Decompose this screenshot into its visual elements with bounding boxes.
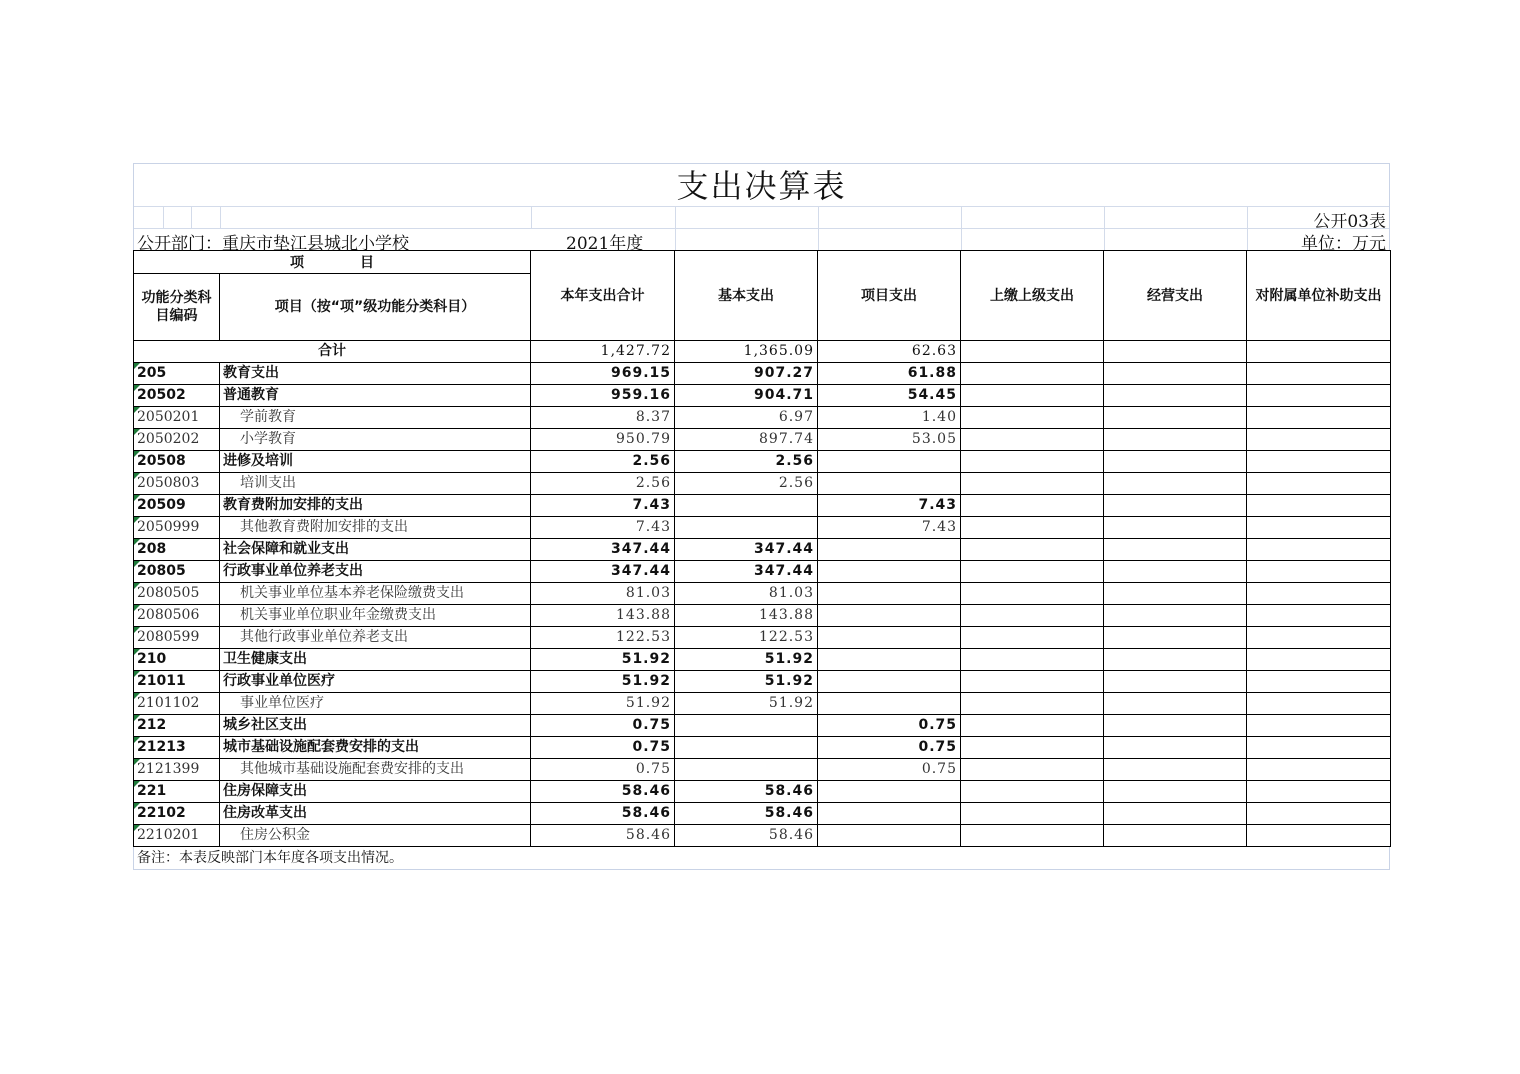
header-subsidy: 对附属单位补助支出 bbox=[1247, 251, 1391, 341]
row-basic: 58.46 bbox=[675, 803, 818, 825]
row-project bbox=[818, 561, 961, 583]
row-basic: 6.97 bbox=[675, 407, 818, 429]
row-total: 122.53 bbox=[531, 627, 675, 649]
header-project: 项目支出 bbox=[818, 251, 961, 341]
table-row bbox=[134, 825, 1391, 847]
total-label: 合计 bbox=[134, 341, 531, 363]
row-code: 2050803 bbox=[134, 473, 220, 495]
row-code: 20509 bbox=[134, 495, 220, 517]
total-row bbox=[134, 341, 1391, 363]
row-name: 事业单位医疗 bbox=[220, 693, 531, 715]
row-superior bbox=[961, 759, 1104, 781]
row-superior bbox=[961, 671, 1104, 693]
table-row bbox=[134, 671, 1391, 693]
header-total: 本年支出合计 bbox=[531, 251, 675, 341]
row-project: 7.43 bbox=[818, 517, 961, 539]
row-project: 53.05 bbox=[818, 429, 961, 451]
row-subsidy bbox=[1247, 429, 1391, 451]
row-basic: 51.92 bbox=[675, 649, 818, 671]
row-superior bbox=[961, 407, 1104, 429]
row-operation bbox=[1104, 715, 1247, 737]
table-row bbox=[134, 759, 1391, 781]
row-operation bbox=[1104, 671, 1247, 693]
table-row bbox=[134, 407, 1391, 429]
row-name: 城市基础设施配套费安排的支出 bbox=[220, 737, 531, 759]
row-operation bbox=[1104, 473, 1247, 495]
table-row bbox=[134, 803, 1391, 825]
row-name: 机关事业单位职业年金缴费支出 bbox=[220, 605, 531, 627]
row-project bbox=[818, 627, 961, 649]
row-total: 143.88 bbox=[531, 605, 675, 627]
row-subsidy bbox=[1247, 473, 1391, 495]
table-note: 备注：本表反映部门本年度各项支出情况。 bbox=[133, 847, 1390, 870]
row-code: 212 bbox=[134, 715, 220, 737]
table-row bbox=[134, 517, 1391, 539]
row-total: 347.44 bbox=[531, 561, 675, 583]
row-total: 58.46 bbox=[531, 781, 675, 803]
row-subsidy bbox=[1247, 561, 1391, 583]
table-number: 公开03表 bbox=[1313, 212, 1386, 232]
row-total: 2.56 bbox=[531, 473, 675, 495]
row-code: 221 bbox=[134, 781, 220, 803]
row-operation bbox=[1104, 583, 1247, 605]
row-superior bbox=[961, 649, 1104, 671]
row-code: 2050999 bbox=[134, 517, 220, 539]
row-total: 0.75 bbox=[531, 759, 675, 781]
department-label: 公开部门：重庆市垫江县城北小学校 bbox=[137, 234, 409, 254]
row-operation bbox=[1104, 517, 1247, 539]
row-code: 20502 bbox=[134, 385, 220, 407]
row-subsidy bbox=[1247, 671, 1391, 693]
row-superior bbox=[961, 825, 1104, 847]
department-row bbox=[133, 228, 1390, 254]
row-subsidy bbox=[1247, 495, 1391, 517]
row-project: 0.75 bbox=[818, 715, 961, 737]
row-total: 51.92 bbox=[531, 649, 675, 671]
row-basic: 347.44 bbox=[675, 561, 818, 583]
row-code: 2121399 bbox=[134, 759, 220, 781]
row-total: 0.75 bbox=[531, 715, 675, 737]
row-superior bbox=[961, 693, 1104, 715]
row-name: 住房保障支出 bbox=[220, 781, 531, 803]
table-row bbox=[134, 473, 1391, 495]
row-operation bbox=[1104, 649, 1247, 671]
row-subsidy bbox=[1247, 781, 1391, 803]
row-project bbox=[818, 803, 961, 825]
row-superior bbox=[961, 517, 1104, 539]
row-project bbox=[818, 693, 961, 715]
row-code: 20508 bbox=[134, 451, 220, 473]
expenditure-sheet bbox=[133, 163, 1390, 870]
row-total: 58.46 bbox=[531, 803, 675, 825]
row-total: 51.92 bbox=[531, 671, 675, 693]
table-row bbox=[134, 781, 1391, 803]
row-operation bbox=[1104, 825, 1247, 847]
row-operation bbox=[1104, 605, 1247, 627]
header-operation: 经营支出 bbox=[1104, 251, 1247, 341]
header-superior: 上缴上级支出 bbox=[961, 251, 1104, 341]
unit-label: 单位：万元 bbox=[1301, 234, 1386, 254]
row-operation bbox=[1104, 495, 1247, 517]
row-superior bbox=[961, 363, 1104, 385]
row-operation bbox=[1104, 429, 1247, 451]
row-subsidy bbox=[1247, 627, 1391, 649]
row-project: 0.75 bbox=[818, 759, 961, 781]
page-title: 支出决算表 bbox=[133, 163, 1390, 206]
row-subsidy bbox=[1247, 803, 1391, 825]
table-row bbox=[134, 429, 1391, 451]
row-subsidy bbox=[1247, 715, 1391, 737]
row-name: 小学教育 bbox=[220, 429, 531, 451]
row-subsidy bbox=[1247, 737, 1391, 759]
row-operation bbox=[1104, 781, 1247, 803]
row-operation bbox=[1104, 693, 1247, 715]
row-subsidy bbox=[1247, 583, 1391, 605]
row-project bbox=[818, 781, 961, 803]
row-total: 7.43 bbox=[531, 517, 675, 539]
table-row bbox=[134, 627, 1391, 649]
row-code: 2050202 bbox=[134, 429, 220, 451]
header-basic: 基本支出 bbox=[675, 251, 818, 341]
row-superior bbox=[961, 473, 1104, 495]
row-subsidy bbox=[1247, 517, 1391, 539]
row-code: 2080505 bbox=[134, 583, 220, 605]
row-operation bbox=[1104, 539, 1247, 561]
row-code: 21011 bbox=[134, 671, 220, 693]
row-basic bbox=[675, 517, 818, 539]
row-superior bbox=[961, 737, 1104, 759]
table-number-row bbox=[133, 206, 1390, 232]
row-name: 教育支出 bbox=[220, 363, 531, 385]
row-superior bbox=[961, 605, 1104, 627]
row-basic bbox=[675, 737, 818, 759]
table-row bbox=[134, 693, 1391, 715]
row-project bbox=[818, 605, 961, 627]
fiscal-year: 2021年度 bbox=[566, 234, 644, 254]
table-row bbox=[134, 737, 1391, 759]
row-project bbox=[818, 671, 961, 693]
row-superior bbox=[961, 781, 1104, 803]
row-name: 其他教育费附加安排的支出 bbox=[220, 517, 531, 539]
row-name: 进修及培训 bbox=[220, 451, 531, 473]
row-superior bbox=[961, 429, 1104, 451]
row-superior bbox=[961, 561, 1104, 583]
row-name: 学前教育 bbox=[220, 407, 531, 429]
header-name: 项目（按“项”级功能分类科目） bbox=[220, 274, 531, 341]
row-total: 0.75 bbox=[531, 737, 675, 759]
table-row bbox=[134, 451, 1391, 473]
row-project bbox=[818, 649, 961, 671]
row-basic: 122.53 bbox=[675, 627, 818, 649]
row-basic: 2.56 bbox=[675, 451, 818, 473]
table-row bbox=[134, 715, 1391, 737]
row-code: 20805 bbox=[134, 561, 220, 583]
row-operation bbox=[1104, 627, 1247, 649]
table-row bbox=[134, 363, 1391, 385]
total-basic: 1,365.09 bbox=[675, 341, 818, 363]
row-operation bbox=[1104, 451, 1247, 473]
row-code: 21213 bbox=[134, 737, 220, 759]
row-operation bbox=[1104, 561, 1247, 583]
row-basic: 907.27 bbox=[675, 363, 818, 385]
row-total: 959.16 bbox=[531, 385, 675, 407]
row-subsidy bbox=[1247, 451, 1391, 473]
row-operation bbox=[1104, 737, 1247, 759]
row-name: 其他行政事业单位养老支出 bbox=[220, 627, 531, 649]
row-basic: 81.03 bbox=[675, 583, 818, 605]
total-sum: 1,427.72 bbox=[531, 341, 675, 363]
row-basic: 2.56 bbox=[675, 473, 818, 495]
row-project bbox=[818, 583, 961, 605]
row-operation bbox=[1104, 803, 1247, 825]
row-total: 950.79 bbox=[531, 429, 675, 451]
row-basic bbox=[675, 715, 818, 737]
row-basic: 51.92 bbox=[675, 671, 818, 693]
row-project bbox=[818, 825, 961, 847]
row-superior bbox=[961, 385, 1104, 407]
total-superior bbox=[961, 341, 1104, 363]
row-code: 2080599 bbox=[134, 627, 220, 649]
row-subsidy bbox=[1247, 649, 1391, 671]
table-row bbox=[134, 539, 1391, 561]
header-code: 功能分类科目编码 bbox=[134, 274, 220, 341]
row-total: 81.03 bbox=[531, 583, 675, 605]
row-operation bbox=[1104, 385, 1247, 407]
row-code: 2210201 bbox=[134, 825, 220, 847]
table-row bbox=[134, 583, 1391, 605]
row-superior bbox=[961, 539, 1104, 561]
row-project bbox=[818, 473, 961, 495]
row-subsidy bbox=[1247, 825, 1391, 847]
row-superior bbox=[961, 627, 1104, 649]
row-subsidy bbox=[1247, 605, 1391, 627]
row-name: 卫生健康支出 bbox=[220, 649, 531, 671]
row-total: 347.44 bbox=[531, 539, 675, 561]
row-basic: 58.46 bbox=[675, 825, 818, 847]
row-basic: 347.44 bbox=[675, 539, 818, 561]
row-total: 969.15 bbox=[531, 363, 675, 385]
row-name: 社会保障和就业支出 bbox=[220, 539, 531, 561]
row-project: 61.88 bbox=[818, 363, 961, 385]
total-subsidy bbox=[1247, 341, 1391, 363]
row-subsidy bbox=[1247, 759, 1391, 781]
row-operation bbox=[1104, 407, 1247, 429]
row-project bbox=[818, 539, 961, 561]
header-project-group: 项 目 bbox=[134, 251, 531, 274]
row-total: 8.37 bbox=[531, 407, 675, 429]
row-superior bbox=[961, 451, 1104, 473]
row-code: 205 bbox=[134, 363, 220, 385]
row-code: 2050201 bbox=[134, 407, 220, 429]
row-name: 其他城市基础设施配套费安排的支出 bbox=[220, 759, 531, 781]
row-basic: 143.88 bbox=[675, 605, 818, 627]
row-project: 54.45 bbox=[818, 385, 961, 407]
row-total: 7.43 bbox=[531, 495, 675, 517]
row-project bbox=[818, 451, 961, 473]
row-code: 210 bbox=[134, 649, 220, 671]
row-subsidy bbox=[1247, 407, 1391, 429]
row-name: 教育费附加安排的支出 bbox=[220, 495, 531, 517]
row-name: 行政事业单位养老支出 bbox=[220, 561, 531, 583]
row-superior bbox=[961, 715, 1104, 737]
row-operation bbox=[1104, 363, 1247, 385]
total-operation bbox=[1104, 341, 1247, 363]
row-operation bbox=[1104, 759, 1247, 781]
row-code: 2080506 bbox=[134, 605, 220, 627]
table-row bbox=[134, 495, 1391, 517]
total-project: 62.63 bbox=[818, 341, 961, 363]
row-total: 51.92 bbox=[531, 693, 675, 715]
expenditure-table bbox=[133, 250, 1391, 847]
row-subsidy bbox=[1247, 693, 1391, 715]
table-row bbox=[134, 649, 1391, 671]
row-project: 7.43 bbox=[818, 495, 961, 517]
row-project: 0.75 bbox=[818, 737, 961, 759]
table-row bbox=[134, 605, 1391, 627]
row-subsidy bbox=[1247, 385, 1391, 407]
row-basic bbox=[675, 495, 818, 517]
row-name: 普通教育 bbox=[220, 385, 531, 407]
row-code: 208 bbox=[134, 539, 220, 561]
row-subsidy bbox=[1247, 539, 1391, 561]
row-name: 行政事业单位医疗 bbox=[220, 671, 531, 693]
row-name: 城乡社区支出 bbox=[220, 715, 531, 737]
table-row bbox=[134, 561, 1391, 583]
row-superior bbox=[961, 803, 1104, 825]
row-code: 2101102 bbox=[134, 693, 220, 715]
row-total: 2.56 bbox=[531, 451, 675, 473]
row-project: 1.40 bbox=[818, 407, 961, 429]
row-total: 58.46 bbox=[531, 825, 675, 847]
row-superior bbox=[961, 495, 1104, 517]
row-subsidy bbox=[1247, 363, 1391, 385]
row-superior bbox=[961, 583, 1104, 605]
row-code: 22102 bbox=[134, 803, 220, 825]
row-basic: 904.71 bbox=[675, 385, 818, 407]
table-row bbox=[134, 385, 1391, 407]
row-basic bbox=[675, 759, 818, 781]
row-name: 住房改革支出 bbox=[220, 803, 531, 825]
row-name: 培训支出 bbox=[220, 473, 531, 495]
row-name: 机关事业单位基本养老保险缴费支出 bbox=[220, 583, 531, 605]
row-basic: 897.74 bbox=[675, 429, 818, 451]
row-name: 住房公积金 bbox=[220, 825, 531, 847]
row-basic: 58.46 bbox=[675, 781, 818, 803]
row-basic: 51.92 bbox=[675, 693, 818, 715]
